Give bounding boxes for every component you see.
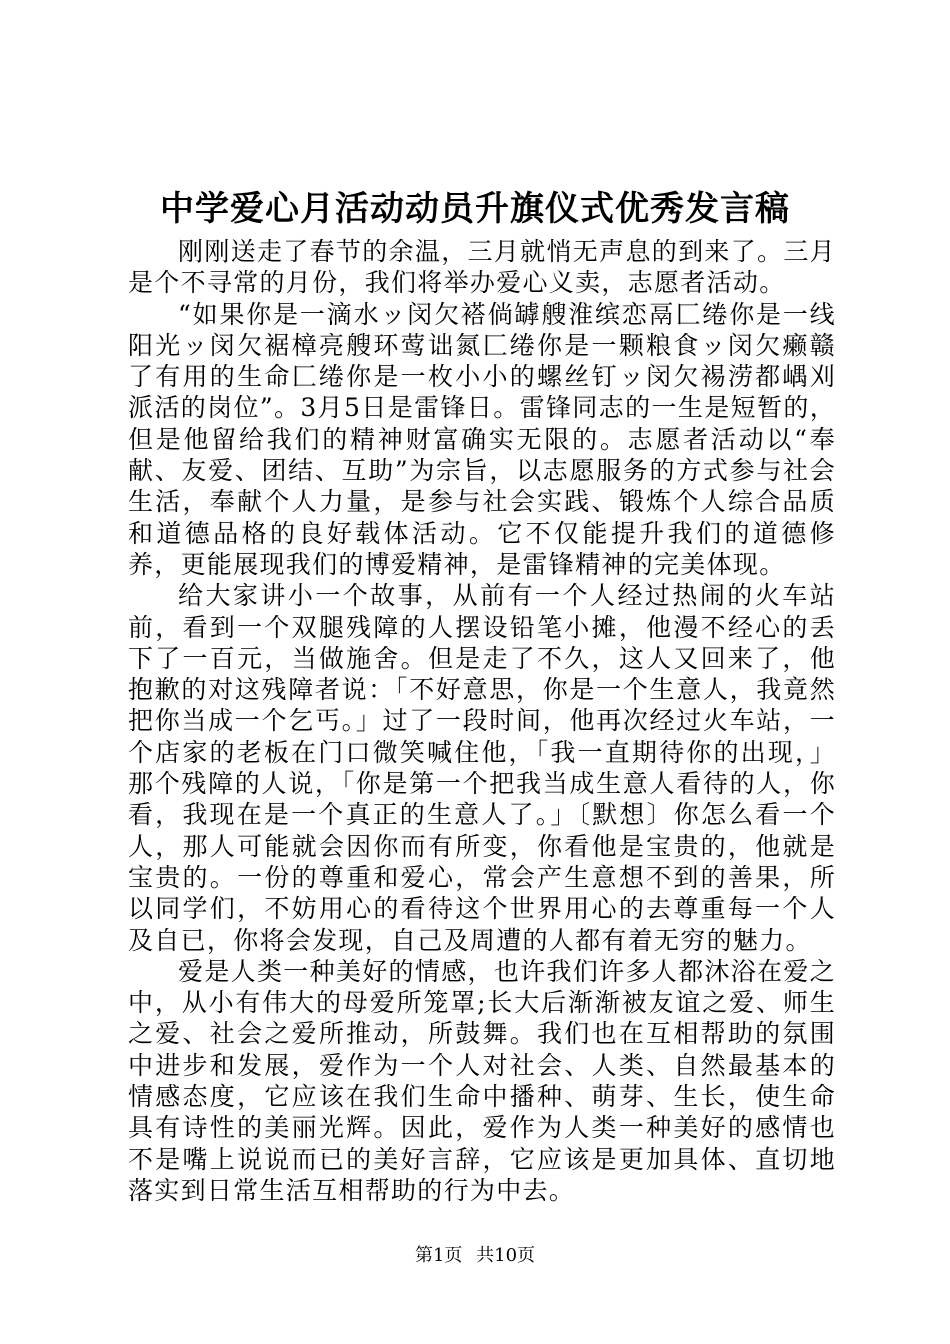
paragraph: 爱是人类一种美好的情感，也许我们许多人都沐浴在爱之中，从小有伟大的母爱所笼罩;长大后渐渐被友谊之爱、师生之爱、社会之爱所推动，所鼓舞。我们也在互相帮助的氛围中进步和发展，爱作为一个人对社会、人类、自然最基本的情感态度，它应该在我们生命中播种、萌芽、生长，使生命具有诗性的美丽光辉。因此，爱作为人类一种美好的感情也不是嘴上说说而已的美好言辞，它应该是更加具体、直切地落实到日常生活互相帮助的行为中去。 [128, 956, 836, 1205]
paragraph: “如果你是一滴水ッ闵欠褡倘罅艘淮缤恋鬲匚绻你是一线阳光ッ闵欠裾樟亮艘环莺诎氮匚绻你是一颗粮食ッ闵欠癞赣了有用的生命匚绻你是一枚小小的螺丝钉ッ闵欠裼涝都嵎刈派活的岗位”。3月5日是雷锋日。雷锋同志的一生是短暂的，但是他留给我们的精神财富确实无限的。志愿者活动以“奉献、友爱、团结、互助”为宗旨，以志愿服务的方式参与社会生活，奉献个人力量，是参与社会实践、锻炼个人综合品质和道德品格的良好载体活动。它不仅能提升我们的道德修养，更能展现我们的博爱精神，是雷锋精神的完美体现。 [128, 299, 836, 579]
document-title: 中学爱心月活动动员升旗仪式优秀发言稿 [160, 189, 790, 229]
paragraph: 刚刚送走了春节的余温，三月就悄无声息的到来了。三月是个不寻常的月份，我们将举办爱心义卖，志愿者活动。 [128, 237, 836, 298]
page-total: 共10页 [476, 1245, 536, 1266]
paragraph: 给大家讲小一个故事，从前有一个人经过热闹的火车站前，看到一个双腿残障的人摆设铅笔小摊，他漫不经心的丢下了一百元，当做施舍。但是走了不久，这人又回来了，他抱歉的对这残障者说：「不好意思，你是一个生意人，我竟然把你当成一个乞丐。」过了一段时间，他再次经过火车站，一个店家的老板在门口微笑喊住他，「我一直期待你的出现，」那个残障的人说，「你是第一个把我当成生意人看待的人，你看，我现在是一个真正的生意人了。」〔默想〕你怎么看一个人，那人可能就会因你而有所变，你看他是宝贵的，他就是宝贵的。一份的尊重和爱心，常会产生意想不到的善果，所以同学们，不妨用心的看待这个世界用心的去尊重每一个人及自已，你将会发现，自己及周遭的人都有着无穷的魅力。 [128, 581, 836, 955]
page-number: 第1页 [414, 1245, 463, 1266]
document-body [128, 236, 836, 1206]
page-footer [0, 1244, 950, 1268]
